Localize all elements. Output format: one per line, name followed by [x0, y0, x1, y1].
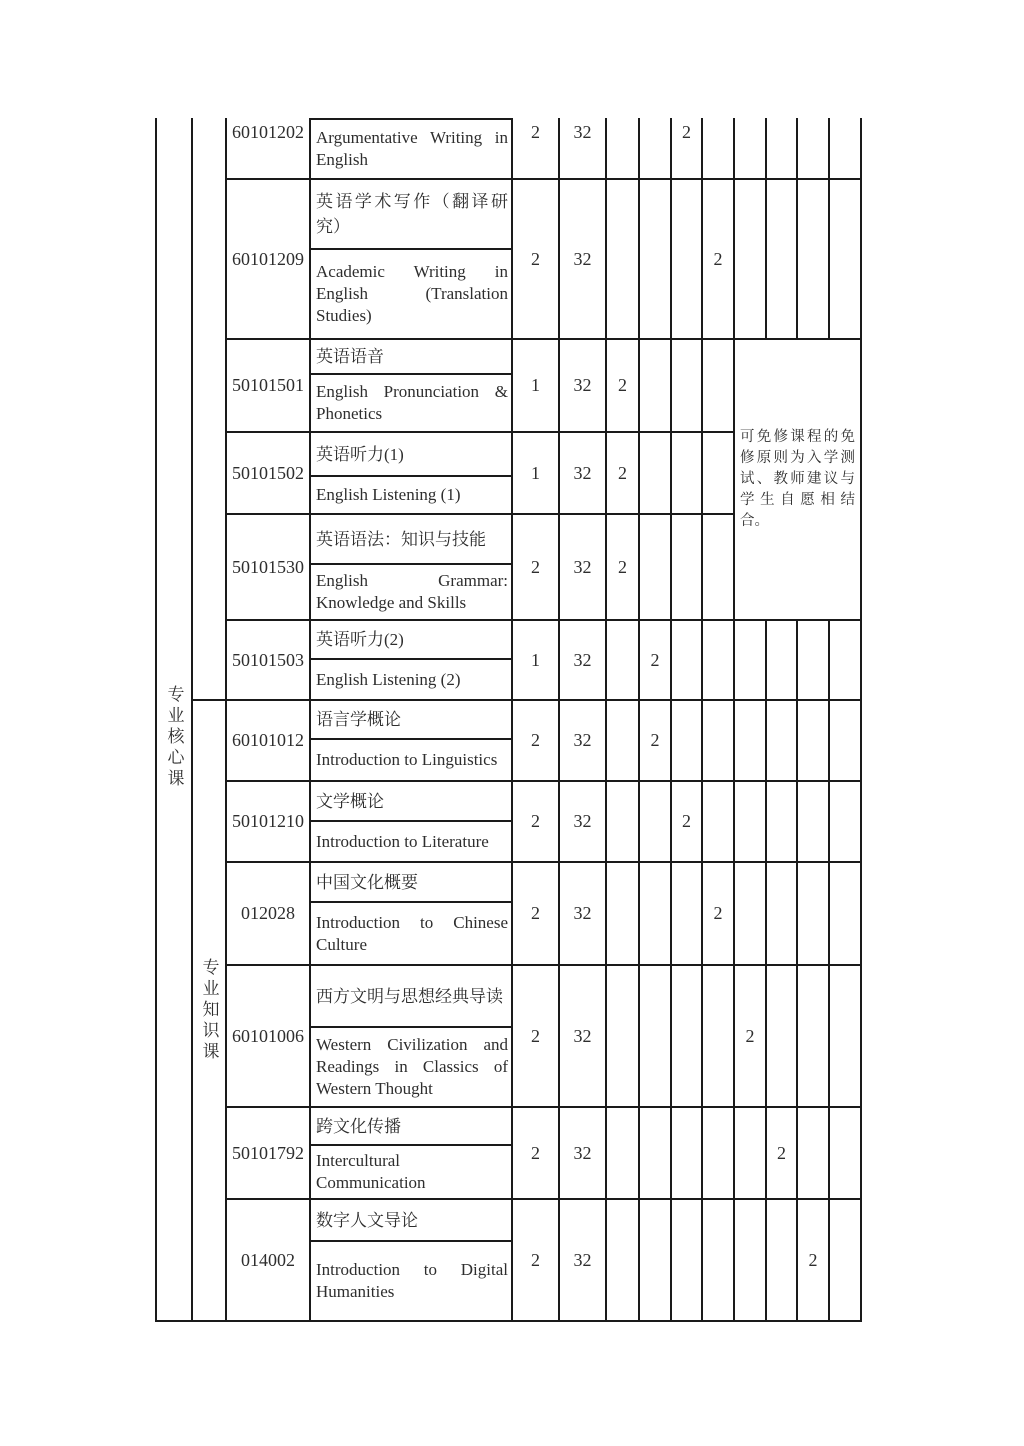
semester-4-cell: [703, 118, 735, 180]
course-code: 50101530: [227, 515, 311, 621]
course-name-cell: [311, 1200, 513, 1322]
semester-4-cell: [703, 621, 735, 701]
course-name-zh: 英语听力(2): [311, 621, 511, 660]
course-name-cell: [311, 433, 513, 515]
course-name-en: English Listening (1): [316, 485, 461, 504]
semester-5-cell: 2: [735, 966, 767, 1108]
course-name-en: Introduction to Chinese Culture: [316, 912, 508, 954]
course-name-cell: [311, 863, 513, 966]
course-name-zh: 中国文化概要: [311, 863, 511, 903]
course-code: 50101210: [227, 782, 311, 863]
semester-8-cell: [830, 1200, 862, 1322]
semester-7-cell: [798, 1108, 830, 1200]
semester-5-cell: [735, 701, 767, 782]
semester-3-cell: 2: [672, 118, 703, 180]
semester-7-cell: [798, 118, 830, 180]
course-name-en: English Grammar: Knowledge and Skills: [316, 571, 508, 612]
semester-8-cell: [830, 621, 862, 701]
semester-8-cell: [830, 1108, 862, 1200]
semester-3-cell: [672, 180, 703, 340]
semester-8-cell: [830, 701, 862, 782]
course-name-en: Argumentative Writing in English: [311, 118, 511, 178]
course-code: 60101202: [227, 118, 311, 180]
semester-6-cell: [767, 180, 798, 340]
semester-6-cell: [767, 621, 798, 701]
semester-4-cell: [703, 966, 735, 1108]
semester-7-cell: [798, 701, 830, 782]
hours-cell: 32: [560, 433, 607, 515]
semester-2-cell: [640, 782, 672, 863]
semester-8-cell: [830, 118, 862, 180]
semester-7-cell: 2: [798, 1200, 830, 1322]
course-code: 60101209: [227, 180, 311, 340]
semester-5-cell: [735, 621, 767, 701]
group-label-major-core: 专业核心课: [164, 684, 184, 790]
semester-2-cell: [640, 1108, 672, 1200]
semester-1-cell: [607, 180, 640, 340]
semester-1-cell: [607, 621, 640, 701]
semester-1-cell: 2: [607, 340, 640, 433]
group-cell-major-core: [155, 118, 193, 1322]
semester-7-cell: [798, 621, 830, 701]
group-label-major-knowledge: 专业知识课: [199, 958, 219, 1063]
credits-cell: 2: [513, 966, 560, 1108]
semester-8-cell: [830, 863, 862, 966]
course-name-cell: [311, 782, 513, 863]
semester-1-cell: 2: [607, 515, 640, 621]
semester-6-cell: [767, 1200, 798, 1322]
semester-4-cell: [703, 1108, 735, 1200]
semester-2-cell: [640, 966, 672, 1108]
semester-1-cell: [607, 966, 640, 1108]
semester-6-cell: [767, 118, 798, 180]
semester-5-cell: [735, 180, 767, 340]
course-name-en: English Pronunciation & Phonetics: [316, 382, 508, 423]
credits-cell: 1: [513, 433, 560, 515]
semester-3-cell: [672, 1108, 703, 1200]
hours-cell: 32: [560, 180, 607, 340]
course-name-en: Western Civilization and Readings in Classics of Western Thought: [316, 1035, 508, 1098]
credits-cell: 2: [513, 863, 560, 966]
course-name-cell: [311, 966, 513, 1108]
exemption-note: 可免修课程的免修原则为入学测试、教师建议与学生自愿相结合。: [735, 340, 862, 621]
curriculum-table: [155, 118, 862, 1322]
hours-cell: 32: [560, 966, 607, 1108]
credits-cell: 1: [513, 340, 560, 433]
hours-cell: 32: [560, 621, 607, 701]
semester-2-cell: [640, 433, 672, 515]
semester-1-cell: [607, 1200, 640, 1322]
semester-3-cell: [672, 863, 703, 966]
hours-cell: 32: [560, 1108, 607, 1200]
semester-1-cell: [607, 701, 640, 782]
course-name-zh: 英语学术写作（翻译研究）: [311, 180, 511, 250]
course-code: 012028: [227, 863, 311, 966]
course-name-cell: [311, 701, 513, 782]
hours-cell: 32: [560, 863, 607, 966]
semester-2-cell: 2: [640, 621, 672, 701]
semester-2-cell: 2: [640, 701, 672, 782]
semester-5-cell: [735, 118, 767, 180]
course-code: 014002: [227, 1200, 311, 1322]
course-name-zh: 文学概论: [311, 782, 511, 822]
course-name-en: Introduction to Linguistics: [316, 750, 498, 769]
course-name-zh: 英语语法：知识与技能: [311, 515, 511, 565]
semester-4-cell: [703, 433, 735, 515]
semester-3-cell: [672, 1200, 703, 1322]
semester-5-cell: [735, 1200, 767, 1322]
semester-7-cell: [798, 782, 830, 863]
semester-3-cell: [672, 515, 703, 621]
semester-5-cell: [735, 782, 767, 863]
semester-4-cell: [703, 515, 735, 621]
semester-4-cell: [703, 701, 735, 782]
semester-3-cell: [672, 433, 703, 515]
credits-cell: 2: [513, 1200, 560, 1322]
course-name-cell: [311, 515, 513, 621]
hours-cell: 32: [560, 118, 607, 180]
semester-2-cell: [640, 340, 672, 433]
credits-cell: 2: [513, 515, 560, 621]
hours-cell: 32: [560, 701, 607, 782]
credits-cell: 2: [513, 701, 560, 782]
semester-2-cell: [640, 515, 672, 621]
semester-4-cell: [703, 782, 735, 863]
semester-1-cell: [607, 863, 640, 966]
semester-7-cell: [798, 180, 830, 340]
semester-6-cell: [767, 701, 798, 782]
course-name-cell: [311, 1108, 513, 1200]
course-code: 60101012: [227, 701, 311, 782]
semester-4-cell: [703, 1200, 735, 1322]
course-name-zh: 语言学概论: [311, 701, 511, 740]
hours-cell: 32: [560, 782, 607, 863]
semester-6-cell: [767, 966, 798, 1108]
course-code: 50101792: [227, 1108, 311, 1200]
course-name-zh: 跨文化传播: [311, 1108, 511, 1146]
credits-cell: 1: [513, 621, 560, 701]
course-code: 50101503: [227, 621, 311, 701]
semester-3-cell: [672, 701, 703, 782]
semester-5-cell: [735, 1108, 767, 1200]
semester-2-cell: [640, 863, 672, 966]
semester-8-cell: [830, 180, 862, 340]
hours-cell: 32: [560, 515, 607, 621]
semester-1-cell: [607, 1108, 640, 1200]
semester-3-cell: [672, 340, 703, 433]
course-name-zh: 数字人文导论: [311, 1200, 511, 1242]
credits-cell: 2: [513, 782, 560, 863]
credits-cell: 2: [513, 118, 560, 180]
course-name-cell: [311, 621, 513, 701]
course-code: 60101006: [227, 966, 311, 1108]
semester-2-cell: [640, 118, 672, 180]
course-name-zh: 英语语音: [311, 340, 511, 375]
semester-3-cell: [672, 966, 703, 1108]
semester-1-cell: [607, 782, 640, 863]
semester-6-cell: 2: [767, 1108, 798, 1200]
semester-3-cell: [672, 621, 703, 701]
hours-cell: 32: [560, 1200, 607, 1322]
semester-6-cell: [767, 863, 798, 966]
course-name-en: English Listening (2): [316, 669, 461, 689]
course-code: 50101501: [227, 340, 311, 433]
credits-cell: 2: [513, 1108, 560, 1200]
course-name-zh: 西方文明与思想经典导读: [311, 966, 511, 1028]
semester-4-cell: 2: [703, 180, 735, 340]
credits-cell: 2: [513, 180, 560, 340]
course-name-cell: [311, 180, 513, 340]
semester-2-cell: [640, 1200, 672, 1322]
course-name-en: Introduction to Literature: [316, 831, 489, 851]
semester-2-cell: [640, 180, 672, 340]
semester-4-cell: [703, 340, 735, 433]
course-name-en: Academic Writing in English (Translation Studies): [316, 262, 508, 325]
hours-cell: 32: [560, 340, 607, 433]
course-name-en: Introduction to Digital Humanities: [316, 1260, 508, 1301]
semester-6-cell: [767, 782, 798, 863]
semester-7-cell: [798, 863, 830, 966]
group-cell-major-knowledge: [193, 701, 227, 1322]
course-name-cell: [311, 118, 513, 180]
group-cell-upper-empty: [193, 118, 227, 701]
course-name-zh: 英语听力(1): [311, 433, 511, 477]
course-code: 50101502: [227, 433, 311, 515]
semester-1-cell: 2: [607, 433, 640, 515]
course-name-cell: [311, 340, 513, 433]
semester-8-cell: [830, 782, 862, 863]
semester-7-cell: [798, 966, 830, 1108]
semester-4-cell: 2: [703, 863, 735, 966]
semester-3-cell: 2: [672, 782, 703, 863]
course-name-en: Intercultural Communication: [316, 1151, 426, 1192]
semester-1-cell: [607, 118, 640, 180]
semester-8-cell: [830, 966, 862, 1108]
semester-5-cell: [735, 863, 767, 966]
